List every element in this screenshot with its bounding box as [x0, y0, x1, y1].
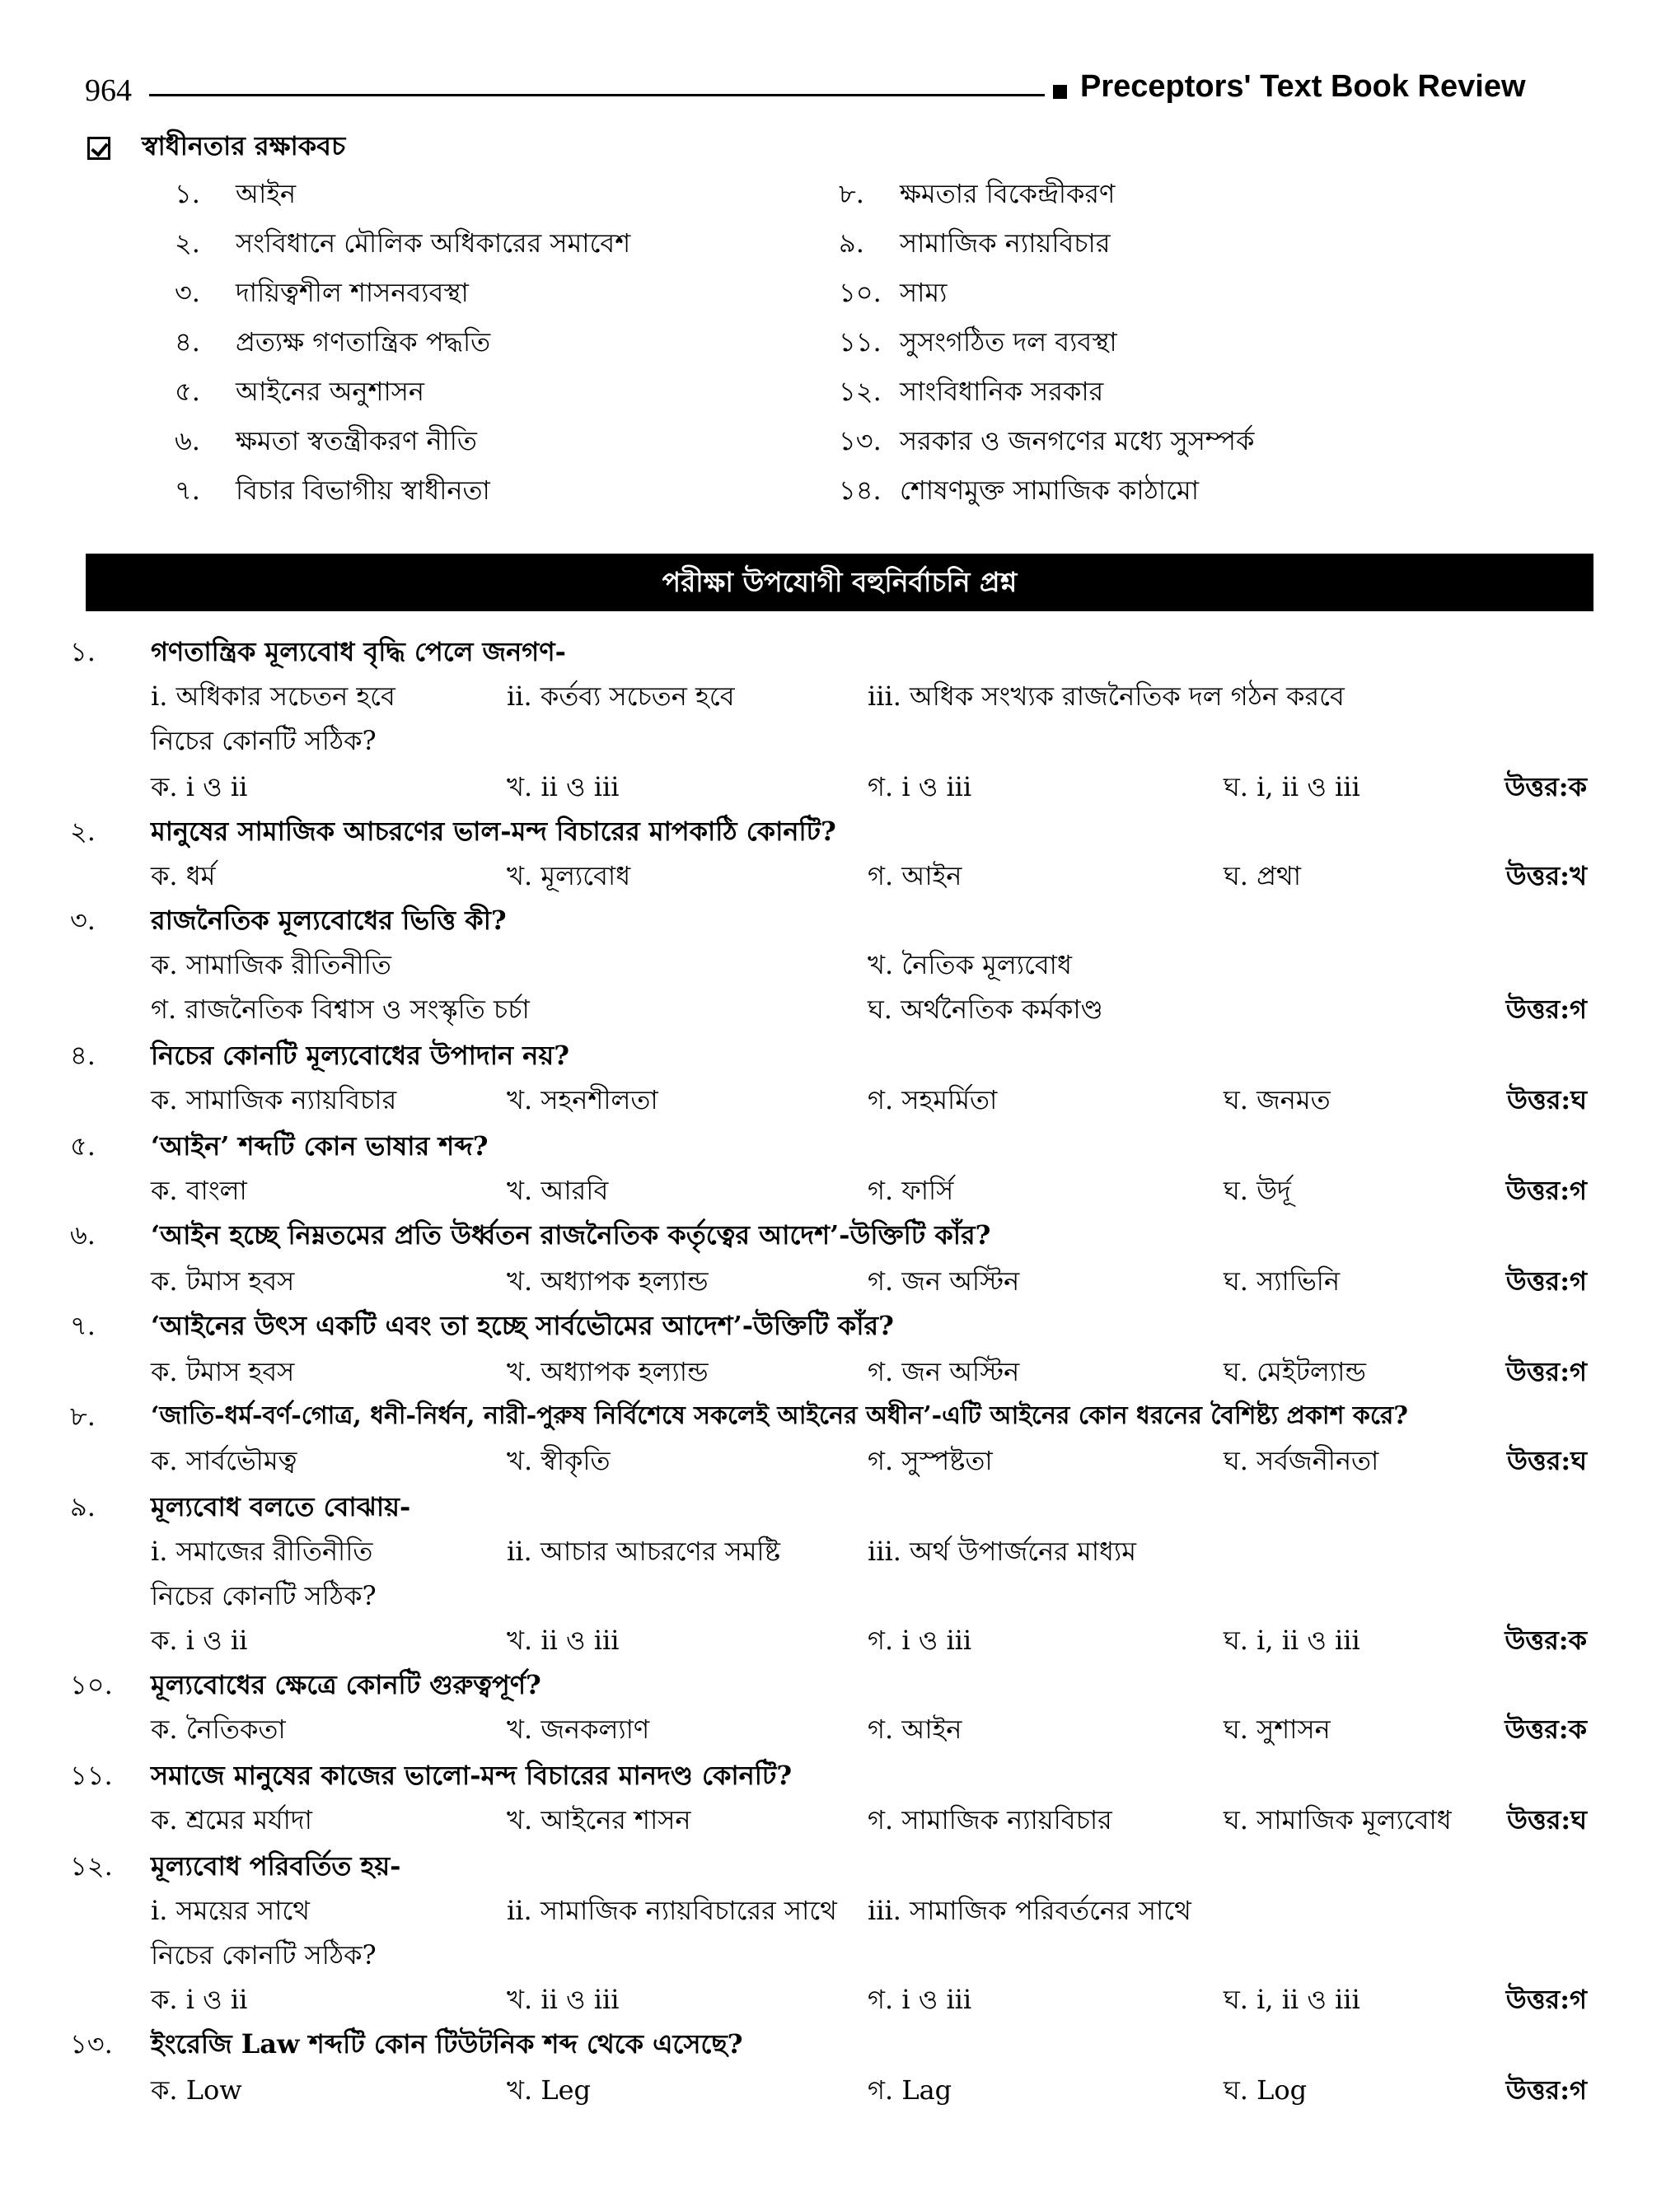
option: খ. আইনের শাসন [507, 1804, 691, 1835]
book-title: Preceptors' Text Book Review [1080, 69, 1526, 104]
question-row [0, 2023, 1680, 2068]
question-text: গণতান্ত্রিক মূল্যবোধ বৃদ্ধি পেলে জনগণ- [151, 636, 566, 667]
which-correct [0, 1575, 1680, 1620]
which-correct [0, 720, 1680, 765]
statements-row [0, 1531, 1680, 1575]
option: ক. টমাস হবস [151, 1356, 295, 1387]
options-row [0, 1979, 1680, 2023]
option: ঘ. সর্বজনীনতা [1224, 1445, 1379, 1476]
question-text: মূল্যবোধ পরিবর্তিত হয়- [151, 1850, 401, 1882]
answer-key: উত্তর:গ [1505, 2074, 1587, 2106]
safeguard-item [839, 222, 1110, 265]
safeguard-text: আইনের অনুশাসন [236, 376, 424, 407]
safeguard-item [839, 371, 1103, 414]
safeguard-num: ৩. [175, 277, 200, 308]
question-number: ১. [70, 636, 96, 667]
safeguard-item [175, 371, 424, 414]
option: খ. স্বীকৃতি [507, 1445, 611, 1476]
answer-key: উত্তর:ঘ [1507, 1804, 1587, 1835]
question-number: ৪. [70, 1040, 96, 1071]
safeguard-text: ক্ষমতার বিকেন্দ্রীকরণ [900, 178, 1116, 209]
safeguard-text: সরকার ও জনগণের মধ্যে সুসম্পর্ক [900, 425, 1255, 456]
which-correct-text: নিচের কোনটি সঠিক? [151, 1939, 377, 1971]
safeguard-num: ২. [175, 227, 200, 259]
option: ক. Low [151, 2074, 242, 2106]
safeguard-text: শোষণমুক্ত সামাজিক কাঠামো [900, 475, 1199, 506]
page-header [85, 69, 1584, 119]
option: খ. নৈতিক মূল্যবোধ [868, 949, 1072, 980]
option: খ. ii ও iii [507, 771, 620, 802]
option: ঘ. মেইটল্যান্ড [1224, 1356, 1366, 1387]
option: গ. রাজনৈতিক বিশ্বাস ও সংস্কৃতি চর্চা [151, 994, 530, 1025]
options-row [0, 944, 1680, 989]
option: ক. i ও ii [151, 771, 248, 802]
option: ক. নৈতিকতা [151, 1714, 286, 1745]
answer-key: উত্তর:ক [1505, 1625, 1587, 1656]
safeguard-num: ৮. [839, 178, 864, 209]
safeguard-text: দায়িত্বশীল শাসনব্যবস্থা [236, 277, 469, 308]
options-row [0, 1079, 1680, 1124]
safeguard-item [175, 321, 490, 364]
option: ক. বাংলা [151, 1175, 247, 1206]
option: ক. শ্রমের মর্যাদা [151, 1804, 312, 1835]
option: খ. মূল্যবোধ [507, 860, 631, 891]
statement: iii. সামাজিক পরিবর্তনের সাথে [868, 1895, 1191, 1926]
answer-key: উত্তর:গ [1505, 1356, 1587, 1387]
question-text: মূল্যবোধ বলতে বোঝায়- [151, 1491, 411, 1522]
safeguard-num: ১১. [839, 326, 882, 358]
safeguard-item [175, 222, 630, 265]
options-row [0, 1351, 1680, 1396]
statement: iii. অধিক সংখ্যক রাজনৈতিক দল গঠন করবে [868, 680, 1345, 712]
option: ঘ. সুশাসন [1224, 1714, 1331, 1745]
question-row [0, 1396, 1680, 1440]
safeguard-num: ৭. [175, 475, 200, 506]
question-text: নিচের কোনটি মূল্যবোধের উপাদান নয়? [151, 1040, 569, 1071]
option: খ. অধ্যাপক হল্যান্ড [507, 1265, 709, 1297]
options-row [0, 1440, 1680, 1485]
safeguard-text: বিচার বিভাগীয় স্বাধীনতা [236, 475, 490, 506]
header-rule [149, 94, 1045, 96]
answer-key: উত্তর:গ [1505, 1265, 1587, 1297]
option: গ. i ও iii [868, 1984, 972, 2015]
safeguard-item [839, 321, 1117, 364]
section-title [87, 125, 345, 166]
statements-row [0, 1890, 1680, 1934]
statement: iii. অর্থ উপার্জনের মাধ্যম [868, 1536, 1136, 1567]
safeguard-item [175, 272, 469, 315]
safeguard-num: ৯. [839, 227, 864, 259]
options-row [0, 1260, 1680, 1305]
statement: i. অধিকার সচেতন হবে [151, 680, 395, 712]
question-row [0, 1214, 1680, 1259]
option: ঘ. উর্দূ [1224, 1175, 1291, 1206]
question-row [0, 1125, 1680, 1170]
option: ঘ. i, ii ও iii [1224, 1625, 1360, 1656]
safeguard-num: ১৪. [839, 475, 882, 506]
statement: ii. সামাজিক ন্যায়বিচারের সাথে [507, 1895, 837, 1926]
safeguard-text: সাংবিধানিক সরকার [900, 376, 1104, 407]
question-number: ৬. [70, 1219, 96, 1251]
answer-key: উত্তর:ক [1505, 771, 1587, 802]
question-row [0, 900, 1680, 944]
page-number: 964 [85, 73, 132, 108]
option: ঘ. Log [1224, 2074, 1308, 2106]
safeguard-item [175, 470, 490, 512]
safeguard-num: ১০. [839, 277, 882, 308]
option: খ. ii ও iii [507, 1984, 620, 2015]
safeguard-item [839, 272, 947, 315]
option: গ. সামাজিক ন্যায়বিচার [868, 1804, 1112, 1835]
question-row [0, 1664, 1680, 1709]
option: ঘ. i, ii ও iii [1224, 1984, 1360, 2015]
mcq-banner: পরীক্ষা উপযোগী বহুনির্বাচনি প্রশ্ন [86, 554, 1593, 611]
safeguard-num: ৬. [175, 425, 200, 456]
section-title-text: স্বাধীনতার রক্ষাকবচ [142, 130, 346, 161]
options-row [0, 989, 1680, 1033]
answer-key: উত্তর:খ [1505, 860, 1587, 891]
safeguard-item [839, 470, 1199, 512]
which-correct [0, 1934, 1680, 1979]
options-row [0, 855, 1680, 900]
question-row [0, 1845, 1680, 1890]
option: ঘ. জনমত [1224, 1084, 1331, 1115]
safeguard-num: ৫. [175, 376, 200, 407]
statement: ii. আচার আচরণের সমষ্টি [507, 1536, 780, 1567]
question-text: ‘আইনের উৎস একটি এবং তা হচ্ছে সার্বভৌমের আদেশ’-উক্তিটি কাঁর? [151, 1310, 894, 1341]
question-text: ‘জাতি-ধর্ম-বর্ণ-গোত্র, ধনী-নির্ধন, নারী-পুরুষ নির্বিশেষে সকলেই আইনের অধীন’-এটি আইনের কোন ধরনের বৈশিষ্ট্য প্রকাশ করে? [151, 1401, 1408, 1430]
answer-key: উত্তর:গ [1505, 1984, 1587, 2015]
question-text: রাজনৈতিক মূল্যবোধের ভিত্তি কী? [151, 905, 507, 936]
option: গ. জন অস্টিন [868, 1356, 1020, 1387]
option: ক. ধর্ম [151, 860, 216, 891]
statement: ii. কর্তব্য সচেতন হবে [507, 680, 735, 712]
answer-key: উত্তর:ক [1505, 1714, 1587, 1745]
statements-row [0, 676, 1680, 720]
safeguard-text: সুসংগঠিত দল ব্যবস্থা [900, 326, 1117, 358]
question-number: ৩. [70, 905, 96, 936]
question-number: ৫. [70, 1130, 96, 1162]
option: গ. সুস্পষ্টতা [868, 1445, 993, 1476]
safeguard-item [175, 173, 296, 216]
question-row [0, 811, 1680, 855]
options-row [0, 1799, 1680, 1844]
option: ঘ. স্যাভিনি [1224, 1265, 1341, 1297]
safeguard-text: সংবিধানে মৌলিক অধিকারের সমাবেশ [236, 227, 631, 259]
option: গ. জন অস্টিন [868, 1265, 1020, 1297]
answer-key: উত্তর:গ [1505, 1175, 1587, 1206]
options-row [0, 1170, 1680, 1214]
safeguard-num: ১. [175, 178, 200, 209]
question-number: ১২. [70, 1850, 113, 1882]
option: ঘ. সামাজিক মূল্যবোধ [1224, 1804, 1452, 1835]
option: গ. ফার্সি [868, 1175, 954, 1206]
option: গ. i ও iii [868, 1625, 972, 1656]
question-row [0, 631, 1680, 676]
option: ক. সার্বভৌমত্ব [151, 1445, 297, 1476]
option: গ. সহমর্মিতা [868, 1084, 998, 1115]
option: খ. সহনশীলতা [507, 1084, 658, 1115]
option: গ. Lag [868, 2074, 952, 2106]
safeguard-item [839, 173, 1115, 216]
safeguard-text: প্রত্যক্ষ গণতান্ত্রিক পদ্ধতি [236, 326, 491, 358]
safeguard-text: আইন [236, 178, 297, 209]
safeguard-item [839, 420, 1254, 463]
statement: i. সময়ের সাথে [151, 1895, 310, 1926]
option: খ. ii ও iii [507, 1625, 620, 1656]
question-number: ৯. [70, 1491, 96, 1522]
safeguard-text: ক্ষমতা স্বতন্ত্রীকরণ নীতি [236, 425, 477, 456]
option: ক. i ও ii [151, 1984, 248, 2015]
safeguard-text: সাম্য [900, 277, 948, 308]
safeguard-num: ৪. [175, 326, 200, 358]
option: ক. টমাস হবস [151, 1265, 295, 1297]
question-number: ১১. [70, 1760, 113, 1791]
question-number: ২. [70, 816, 96, 847]
option: গ. আইন [868, 1714, 962, 1745]
square-bullet-icon [1053, 85, 1067, 99]
question-text: ‘আইন হচ্ছে নিম্নতমের প্রতি উর্ধ্বতন রাজনৈতিক কর্তৃত্বের আদেশ’-উক্তিটি কাঁর? [151, 1219, 991, 1251]
question-text: ইংরেজি Law শব্দটি কোন টিউটনিক শব্দ থেকে এসেছে? [151, 2028, 743, 2060]
options-row [0, 1620, 1680, 1664]
question-row [0, 1755, 1680, 1799]
option: খ. জনকল্যাণ [507, 1714, 650, 1745]
answer-key: উত্তর:গ [1505, 994, 1587, 1025]
question-number: ১৩. [70, 2028, 113, 2060]
option: ক. i ও ii [151, 1625, 248, 1656]
answer-key: উত্তর:ঘ [1507, 1084, 1587, 1115]
options-row [0, 1709, 1680, 1753]
option: খ. অধ্যাপক হল্যান্ড [507, 1356, 709, 1387]
answer-key: উত্তর:ঘ [1507, 1445, 1587, 1476]
option: গ. আইন [868, 860, 962, 891]
safeguard-num: ১৩. [839, 425, 882, 456]
question-text: ‘আইন’ শব্দটি কোন ভাষার শব্দ? [151, 1130, 489, 1162]
statement: i. সমাজের রীতিনীতি [151, 1536, 373, 1567]
question-text: মানুষের সামাজিক আচরণের ভাল-মন্দ বিচারের মাপকাঠি কোনটি? [151, 816, 836, 847]
safeguard-num: ১২. [839, 376, 882, 407]
question-number: ৭. [70, 1310, 96, 1341]
which-correct-text: নিচের কোনটি সঠিক? [151, 1580, 377, 1611]
question-row [0, 1486, 1680, 1531]
option: খ. Leg [507, 2074, 592, 2106]
option: ঘ. প্রথা [1224, 860, 1301, 891]
safeguard-item [175, 420, 477, 463]
checkbox-icon [87, 137, 110, 160]
question-number: ১০. [70, 1669, 113, 1700]
question-text: মূল্যবোধের ক্ষেত্রে কোনটি গুরুত্বপূর্ণ? [151, 1669, 541, 1700]
option: গ. i ও iii [868, 771, 972, 802]
question-row [0, 1305, 1680, 1349]
which-correct-text: নিচের কোনটি সঠিক? [151, 725, 377, 756]
option: খ. আরবি [507, 1175, 609, 1206]
option: ক. সামাজিক ন্যায়বিচার [151, 1084, 397, 1115]
question-text: সমাজে মানুষের কাজের ভালো-মন্দ বিচারের মানদণ্ড কোনটি? [151, 1760, 793, 1791]
safeguard-text: সামাজিক ন্যায়বিচার [900, 227, 1111, 259]
question-row [0, 1035, 1680, 1079]
options-row [0, 2069, 1680, 2114]
options-row [0, 766, 1680, 811]
question-number: ৮. [70, 1400, 96, 1432]
option: ঘ. অর্থনৈতিক কর্মকাণ্ড [868, 994, 1103, 1025]
option: ঘ. i, ii ও iii [1224, 771, 1360, 802]
option: ক. সামাজিক রীতিনীতি [151, 949, 391, 980]
